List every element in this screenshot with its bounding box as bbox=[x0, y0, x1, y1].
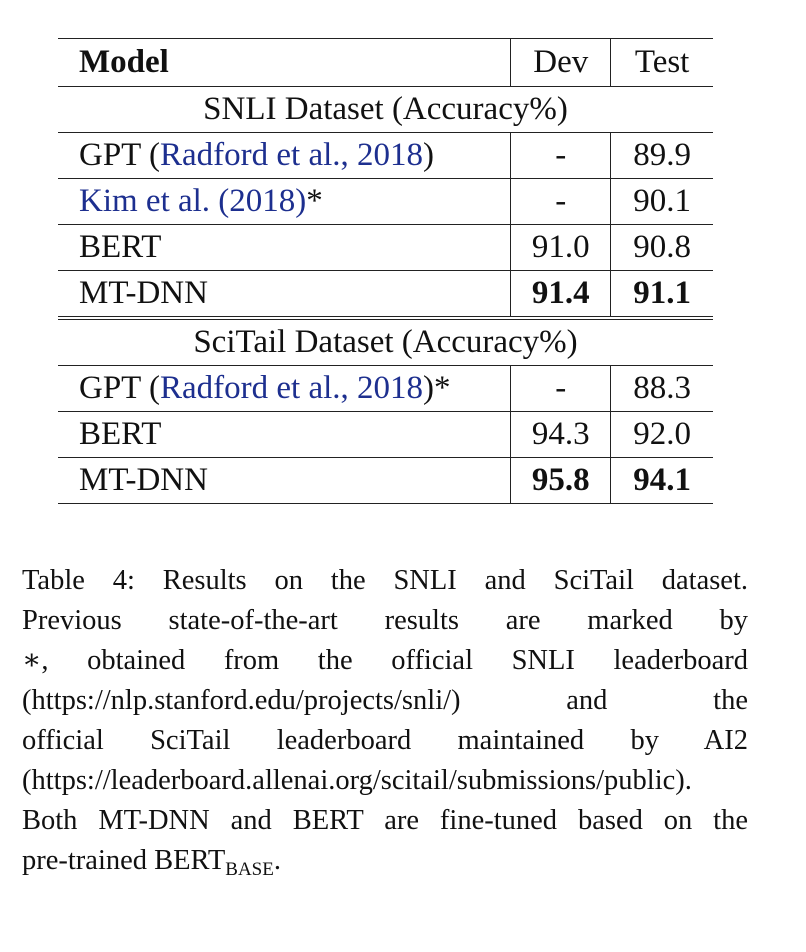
caption-line: Table 4: Results on the SNLI and SciTail dataset. bbox=[22, 565, 748, 596]
header-dev: Dev bbox=[511, 39, 611, 87]
cell-model bbox=[58, 133, 511, 179]
cell-model bbox=[58, 458, 511, 504]
model-name: GPT ( bbox=[79, 370, 160, 406]
cell-test: 94.1 bbox=[611, 458, 713, 504]
cell-dev: - bbox=[511, 366, 611, 412]
cell-dev: 94.3 bbox=[511, 412, 611, 458]
section-title-row bbox=[58, 318, 713, 366]
model-name: BERT bbox=[79, 416, 162, 452]
citation-link[interactable]: Radford et al., 2018 bbox=[160, 137, 424, 173]
cell-model bbox=[58, 225, 511, 271]
model-name: MT-DNN bbox=[79, 275, 208, 311]
table-row bbox=[58, 412, 713, 458]
caption-last-prefix: pre-trained BERT bbox=[22, 845, 226, 876]
cell-dev: 91.4 bbox=[511, 271, 611, 319]
caption-line: (https://nlp.stanford.edu/projects/snli/) and the bbox=[22, 685, 748, 716]
cell-dev: - bbox=[511, 133, 611, 179]
cell-dev: 91.0 bbox=[511, 225, 611, 271]
cell-model bbox=[58, 271, 511, 319]
cell-model bbox=[58, 412, 511, 458]
section-title: SNLI Dataset (Accuracy%) bbox=[58, 87, 713, 133]
model-name: MT-DNN bbox=[79, 462, 208, 498]
cell-test: 90.8 bbox=[611, 225, 713, 271]
caption-line: Previous state-of-the-art results are marked by bbox=[22, 605, 748, 636]
table-row bbox=[58, 133, 713, 179]
cell-test: 89.9 bbox=[611, 133, 713, 179]
results-table bbox=[58, 38, 713, 504]
model-name: BERT bbox=[79, 229, 162, 265]
cell-test: 90.1 bbox=[611, 179, 713, 225]
cell-test: 91.1 bbox=[611, 271, 713, 319]
model-name: GPT ( bbox=[79, 137, 160, 173]
section-title-row bbox=[58, 87, 713, 133]
section-title: SciTail Dataset (Accuracy%) bbox=[58, 318, 713, 366]
cell-dev: 95.8 bbox=[511, 458, 611, 504]
caption-line: ∗, obtained from the official SNLI leaderboard bbox=[22, 645, 748, 676]
header-test: Test bbox=[611, 39, 713, 87]
table-row bbox=[58, 271, 713, 319]
cell-model bbox=[58, 366, 511, 412]
table-row bbox=[58, 179, 713, 225]
table-row bbox=[58, 366, 713, 412]
table-row bbox=[58, 458, 713, 504]
cell-test: 88.3 bbox=[611, 366, 713, 412]
caption-last-suffix: . bbox=[273, 845, 281, 876]
model-name: ) bbox=[423, 137, 435, 173]
caption-line: (https://leaderboard.allenai.org/scitail/submissions/public). bbox=[22, 765, 692, 796]
model-name: )* bbox=[423, 370, 451, 406]
cell-dev: - bbox=[511, 179, 611, 225]
table-row bbox=[58, 225, 713, 271]
citation-link[interactable]: Radford et al., 2018 bbox=[160, 370, 424, 406]
caption-last-line bbox=[22, 841, 748, 890]
header-model: Model bbox=[58, 39, 511, 87]
table-header-row bbox=[58, 39, 713, 87]
cell-model bbox=[58, 179, 511, 225]
model-name: * bbox=[306, 183, 323, 219]
caption-line: official SciTail leaderboard maintained by AI2 bbox=[22, 725, 748, 756]
cell-test: 92.0 bbox=[611, 412, 713, 458]
citation-link[interactable]: Kim et al. (2018) bbox=[79, 183, 307, 219]
caption-line: Both MT-DNN and BERT are fine-tuned based on the bbox=[22, 805, 748, 836]
caption-subscript: BASE bbox=[225, 859, 274, 880]
table-caption bbox=[22, 561, 748, 890]
